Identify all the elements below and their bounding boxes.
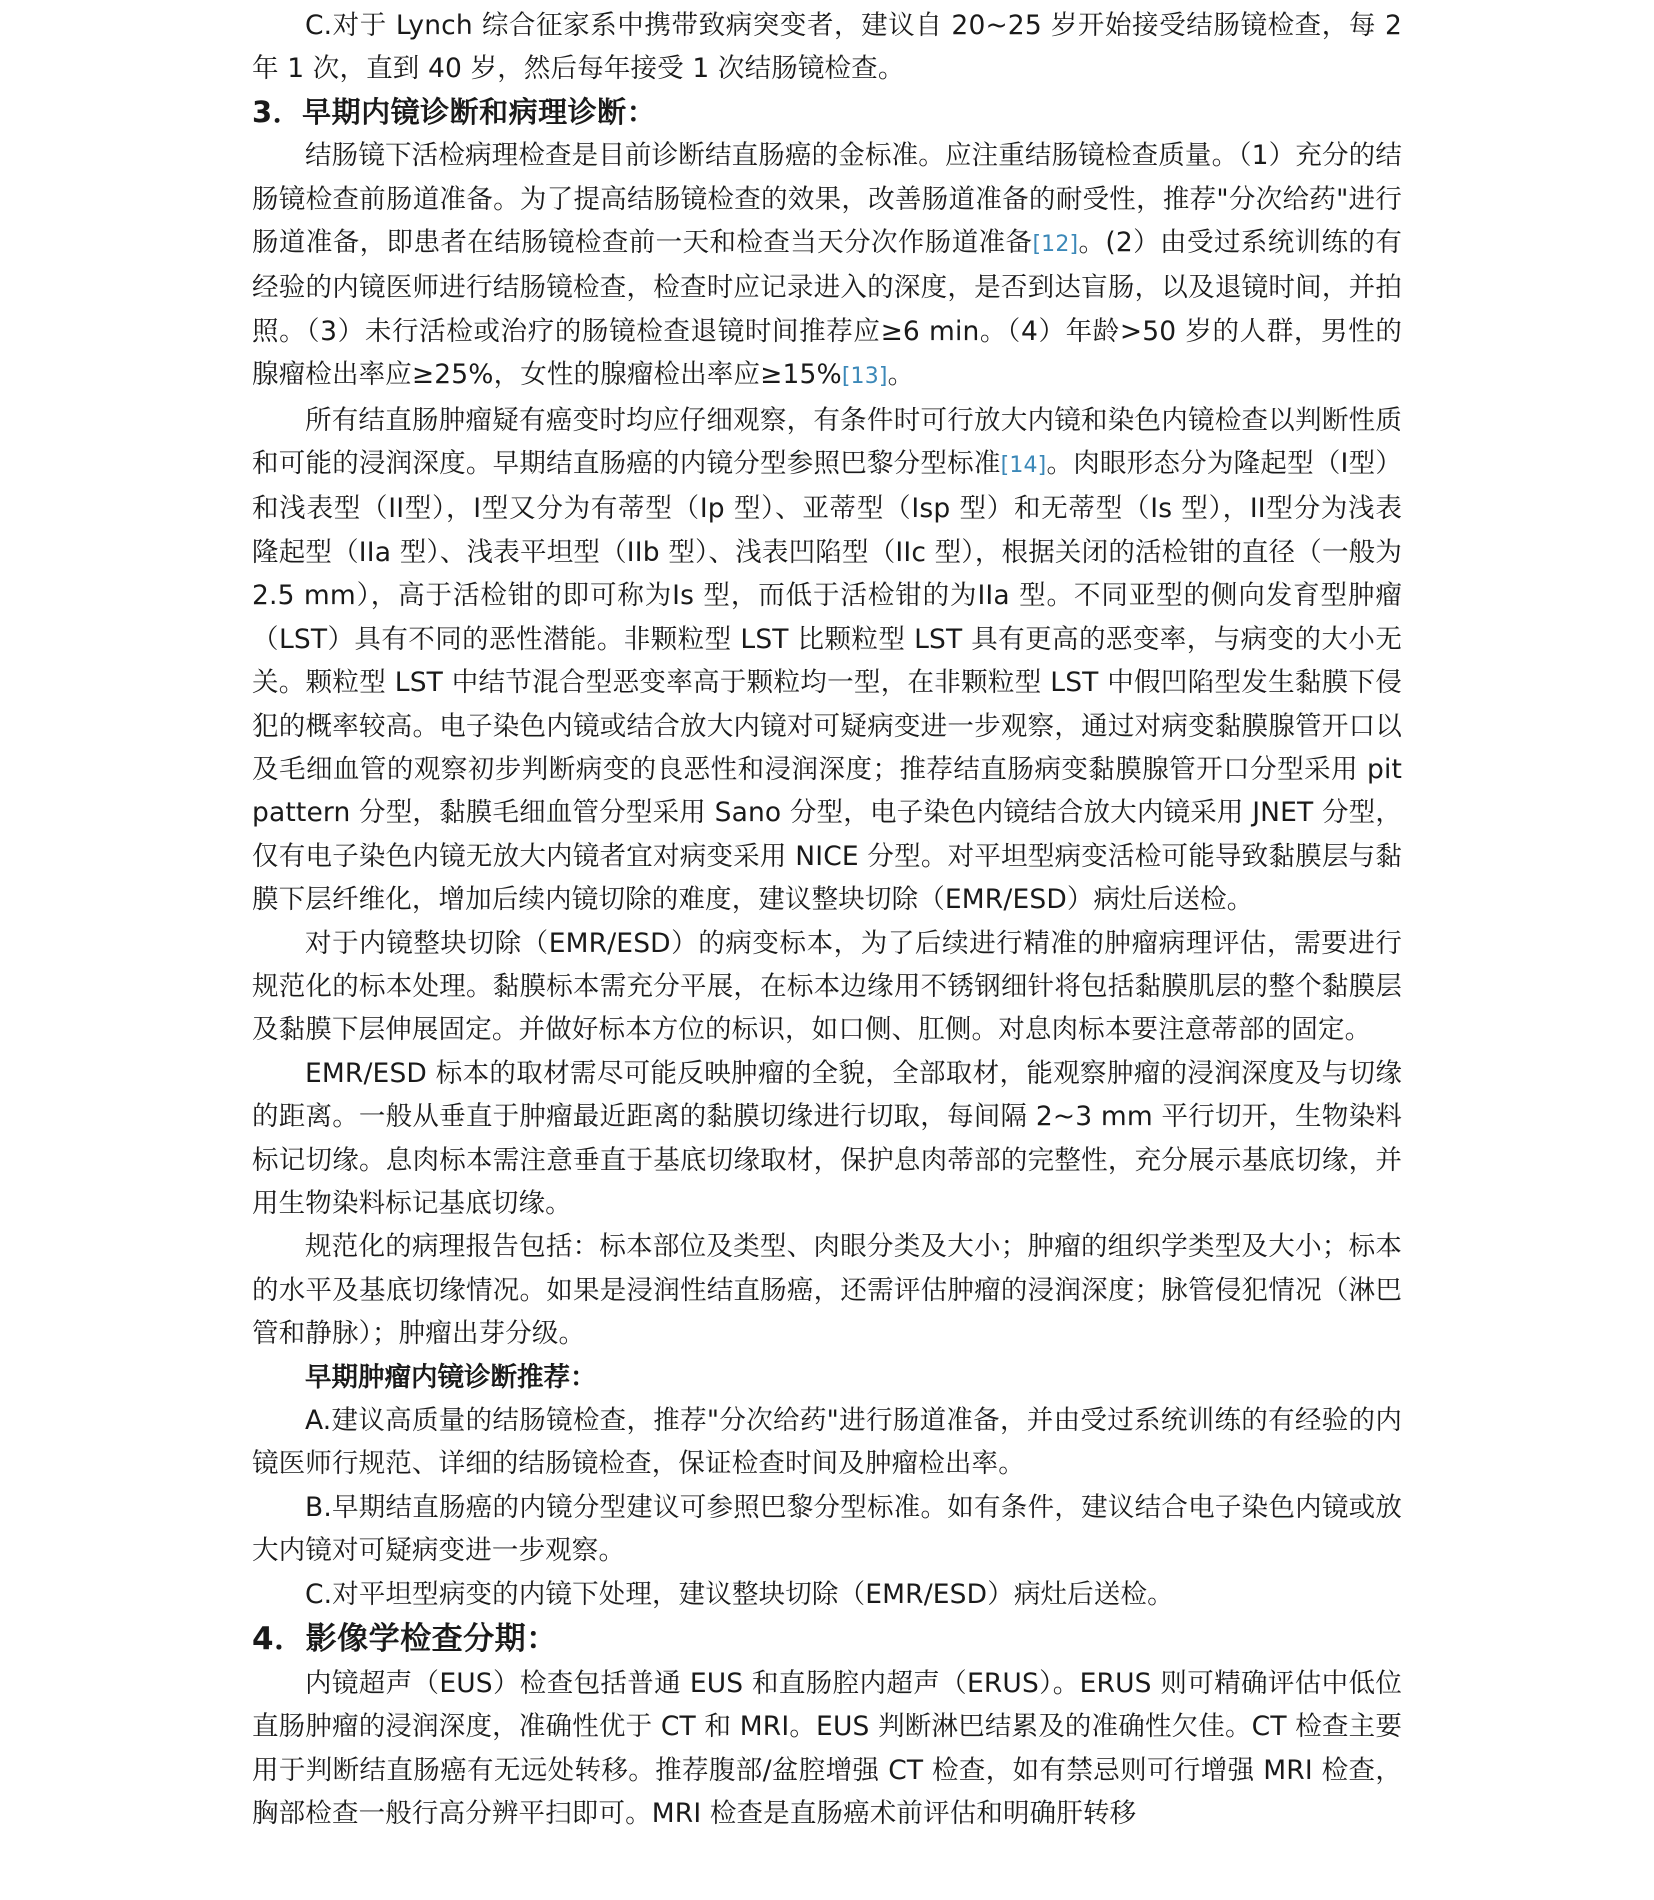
paragraph-lynch-recommendation: C.对于 Lynch 综合征家系中携带致病突变者，建议自 20~25 岁开始接受结肠镜检查，每 2 年 1 次，直到 40 岁，然后每年接受 1 次结肠镜检查。 (252, 10, 1402, 85)
paragraph-colonoscopy-quality (252, 134, 1402, 398)
text-segment: 。 (887, 359, 915, 391)
recommendation-b: B.早期结直肠癌的内镜分型建议可参照巴黎分型标准。如有条件，建议结合电子染色内镜或放大内镜对可疑病变进一步观察。 (252, 1491, 1402, 1567)
section-heading-4: 4．影像学检查分期： (252, 1621, 558, 1658)
subheading-recommendations: 早期肿瘤内镜诊断推荐： (305, 1361, 597, 1393)
text-segment: 。(2）由受过系统训练的有经验的内镜医师进行结肠镜检查，检查时应记录进入的深度，是否到达盲肠，以及退镜时间，并拍照。（3）未行活检或治疗的肠镜检查退镜时间推荐应≥6 min。（4）年龄>50 岁的人群，男性的腺瘤检出率应≥25%，女性的腺瘤检出率应≥15% (252, 227, 1402, 391)
text-segment: 。肉眼形态分为隆起型（I型）和浅表型（II型），I型又分为有蒂型（Ip 型）、亚蒂型（Isp 型）和无蒂型（Is 型），II型分为浅表隆起型（IIa 型）、浅表平坦型（IIb 型）、浅表凹陷型（IIc 型），根据关闭的活检钳的直径（一般为 2.5 mm），高于活检钳的即可称为Is 型，而低于活检钳的为IIa 型。不同亚型的侧向发育型肿瘤（LST）具有不同的恶性潜能。非颗粒型 LST 比颗粒型 LST 具有更高的恶变率，与病变的大小无关。颗粒型 LST 中结节混合型恶变率高于颗粒均一型，在非颗粒型 LST 中假凹陷型发生黏膜下侵犯的概率较高。电子染色内镜或结合放大内镜对可疑病变进一步观察，通过对病变黏膜腺管开口以及毛细血管的观察初步判断病变的良恶性和浸润深度；推荐结直肠病变黏膜腺管开口分型采用 pit pattern 分型，黏膜毛细血管分型采用 Sano 分型，电子染色内镜结合放大内镜采用 JNET 分型，仅有电子染色内镜无放大内镜者宜对病变采用 NICE 分型。对平坦型病变活检可能导致黏膜层与黏膜下层纤维化，增加后续内镜切除的难度，建议整块切除（EMR/ESD）病灶后送检。 (252, 448, 1402, 916)
paragraph-specimen-sampling: EMR/ESD 标本的取材需尽可能反映肿瘤的全貌，全部取材，能观察肿瘤的浸润深度及与切缘的距离。一般从垂直于肿瘤最近距离的黏膜切缘进行切取，每间隔 2~3 mm 平行切开，生物染料标记切缘。息肉标本需注意垂直于基底切缘取材，保护息肉蒂部的完整性，充分展示基底切缘，并用生物染料标记基底切缘。 (252, 1057, 1402, 1219)
recommendation-a: A.建议高质量的结肠镜检查，推荐"分次给药"进行肠道准备，并由受过系统训练的有经验的内镜医师行规范、详细的结肠镜检查，保证检查时间及肿瘤检出率。 (252, 1405, 1402, 1480)
section-heading-3: 3．早期内镜诊断和病理诊断： (252, 94, 657, 129)
citation-link-12[interactable]: [12] (1032, 232, 1079, 258)
paragraph-endoscopic-classification (252, 399, 1402, 922)
document-page (252, 0, 1402, 1836)
text-segment: 所有结直肠肿瘤疑有癌变时均应仔细观察，有条件时可行放大内镜和染色内镜检查以判断性质和可能的浸润深度。早期结直肠癌的内镜分型参照巴黎分型标准 (252, 404, 1402, 480)
paragraph-imaging-staging: 内镜超声（EUS）检查包括普通 EUS 和直肠腔内超声（ERUS）。ERUS 则可精确评估中低位直肠肿瘤的浸润深度，准确性优于 CT 和 MRI。EUS 判断淋巴结累及的准确性欠佳。CT 检查主要用于判断结直肠癌有无远处转移。推荐腹部/盆腔增强 CT 检查，如有禁忌则可行增强 MRI 检查，胸部检查一般行高分辨平扫即可。MRI 检查是直肠癌术前评估和明确肝转移 (252, 1668, 1402, 1830)
paragraph-pathology-report: 规范化的病理报告包括：标本部位及类型、肉眼分类及大小；肿瘤的组织学类型及大小；标本的水平及基底切缘情况。如果是浸润性结直肠癌，还需评估肿瘤的浸润深度；脉管侵犯情况（淋巴管和静脉）；肿瘤出芽分级。 (252, 1231, 1402, 1350)
citation-link-14[interactable]: [14] (1000, 453, 1047, 479)
recommendation-c: C.对平坦型病变的内镜下处理，建议整块切除（EMR/ESD）病灶后送检。 (305, 1578, 1174, 1610)
text-segment: 结肠镜下活检病理检查是目前诊断结直肠癌的金标准。应注重结肠镜检查质量。（1）充分的结肠镜检查前肠道准备。为了提高结肠镜检查的效果，改善肠道准备的耐受性，推荐"分次给药"进行肠道准备，即患者在结肠镜检查前一天和检查当天分次作肠道准备 (252, 140, 1402, 259)
paragraph-specimen-handling: 对于内镜整块切除（EMR/ESD）的病变标本，为了后续进行精准的肿瘤病理评估，需要进行规范化的标本处理。黏膜标本需充分平展，在标本边缘用不锈钢细针将包括黏膜肌层的整个黏膜层及黏膜下层伸展固定。并做好标本方位的标识，如口侧、肛侧。对息肉标本要注意蒂部的固定。 (252, 927, 1402, 1046)
citation-link-13[interactable]: [13] (841, 364, 888, 390)
